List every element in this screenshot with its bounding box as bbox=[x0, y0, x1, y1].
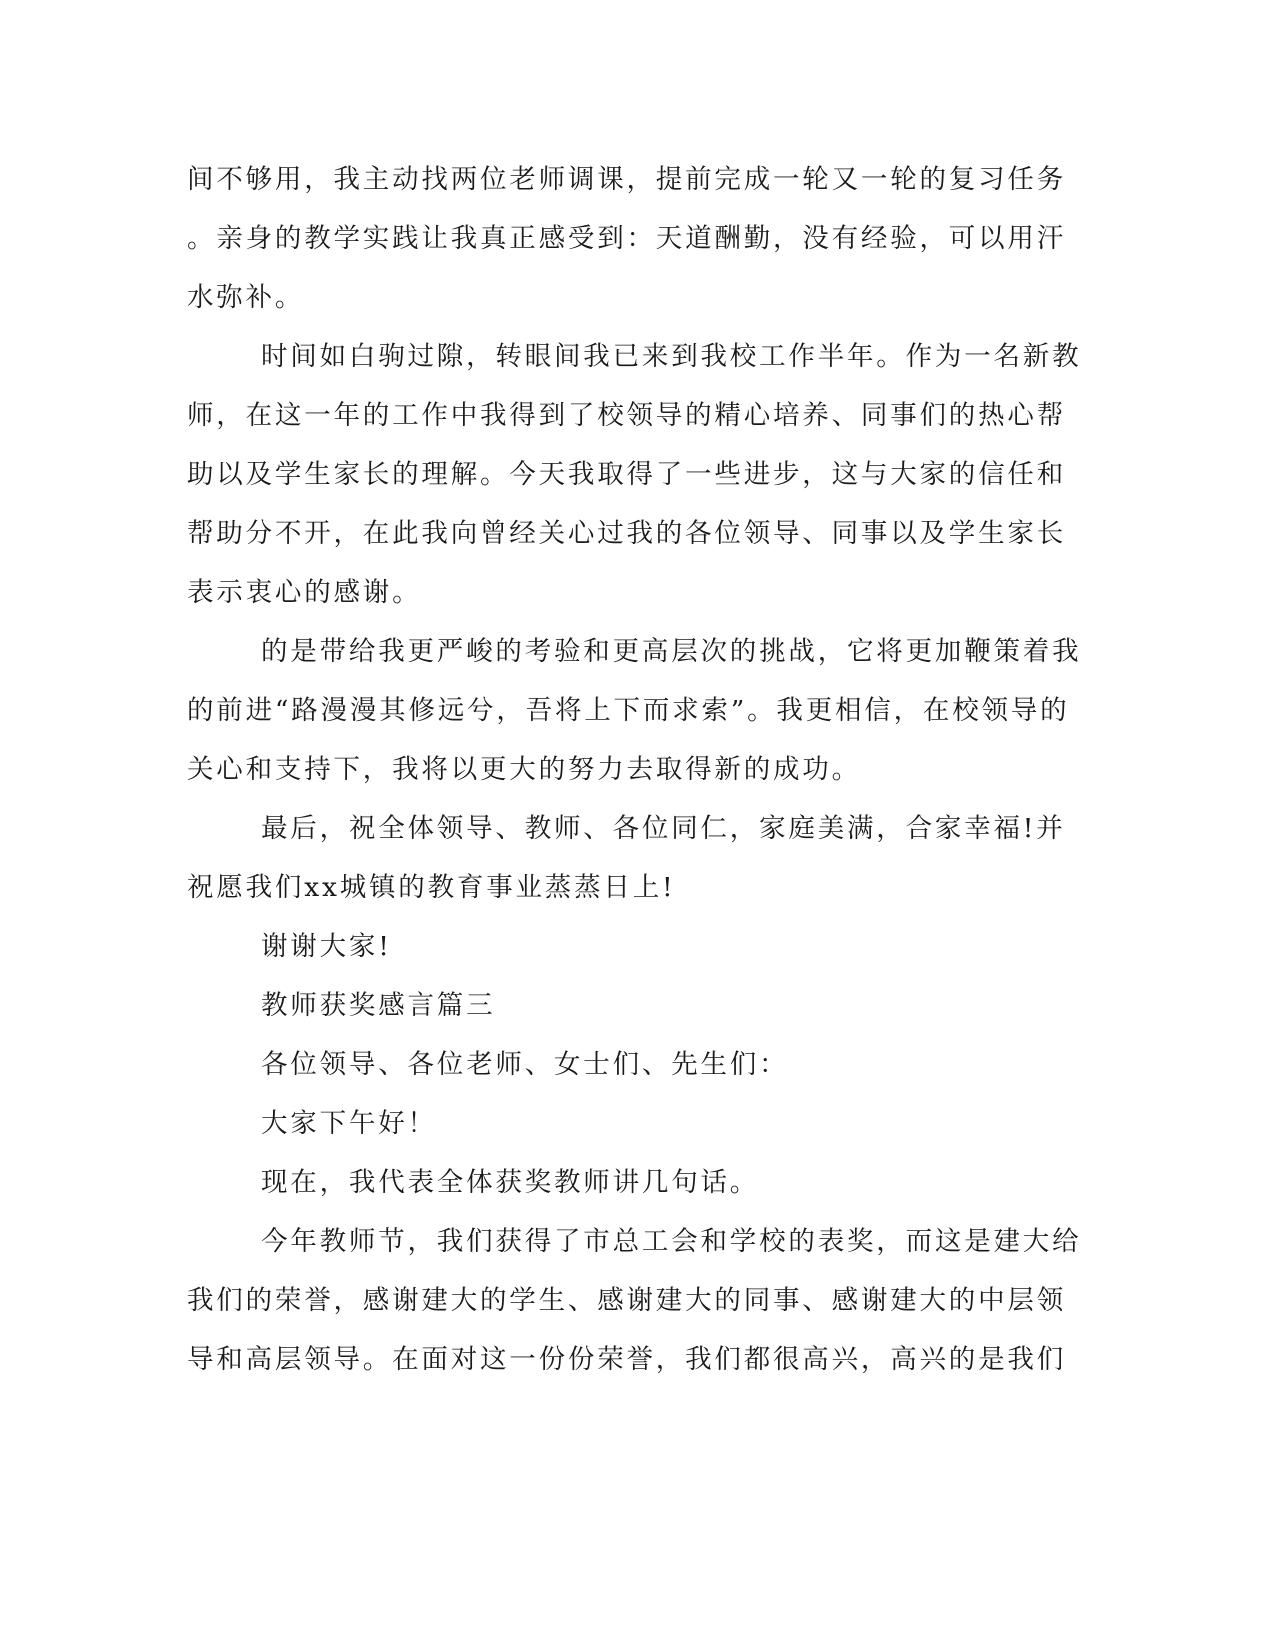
text-line: 我们的荣誉，感谢建大的学生、感谢建大的同事、感谢建大的中层领 bbox=[187, 1285, 1066, 1316]
paragraph-start-line: 的是带给我更严峻的考验和更高层次的挑战，它将更加鞭策着我 bbox=[261, 636, 1082, 667]
salutation: 各位领导、各位老师、女士们、先生们： bbox=[261, 1049, 789, 1080]
text-line: 间不够用，我主动找两位老师调课，提前完成一轮又一轮的复习任务 bbox=[187, 164, 1066, 195]
text-line: 。亲身的教学实践让我真正感受到：天道酬勤，没有经验，可以用汗 bbox=[187, 223, 1066, 254]
text-line: 助以及学生家长的理解。今天我取得了一些进步，这与大家的信任和 bbox=[187, 459, 1066, 490]
text-line: 的前进“路漫漫其修远兮，吾将上下而求索”。我更相信，在校领导的 bbox=[187, 695, 1070, 726]
text-line: 水弥补。 bbox=[187, 282, 305, 313]
section-heading: 教师获奖感言篇三 bbox=[261, 990, 496, 1021]
paragraph-start-line: 时间如白驹过隙，转眼间我已来到我校工作半年。作为一名新教 bbox=[261, 341, 1082, 372]
greeting: 大家下午好！ bbox=[261, 1108, 437, 1139]
text-line: 关心和支持下，我将以更大的努力去取得新的成功。 bbox=[187, 754, 861, 785]
text-line: 表示衷心的感谢。 bbox=[187, 577, 422, 608]
paragraph-start-line: 现在，我代表全体获奖教师讲几句话。 bbox=[261, 1167, 760, 1198]
text-line: 师，在这一年的工作中我得到了校领导的精心培养、同事们的热心帮 bbox=[187, 400, 1066, 431]
text-line: 导和高层领导。在面对这一份份荣誉，我们都很高兴，高兴的是我们 bbox=[187, 1344, 1066, 1375]
text-line: 祝愿我们xx城镇的教育事业蒸蒸日上! bbox=[187, 872, 676, 903]
closing-thanks: 谢谢大家! bbox=[261, 931, 392, 962]
text-line: 帮助分不开，在此我向曾经关心过我的各位领导、同事以及学生家长 bbox=[187, 518, 1066, 549]
paragraph-start-line: 今年教师节，我们获得了市总工会和学校的表奖，而这是建大给 bbox=[261, 1226, 1082, 1257]
paragraph-start-line: 最后，祝全体领导、教师、各位同仁，家庭美满，合家幸福!并 bbox=[261, 813, 1066, 844]
